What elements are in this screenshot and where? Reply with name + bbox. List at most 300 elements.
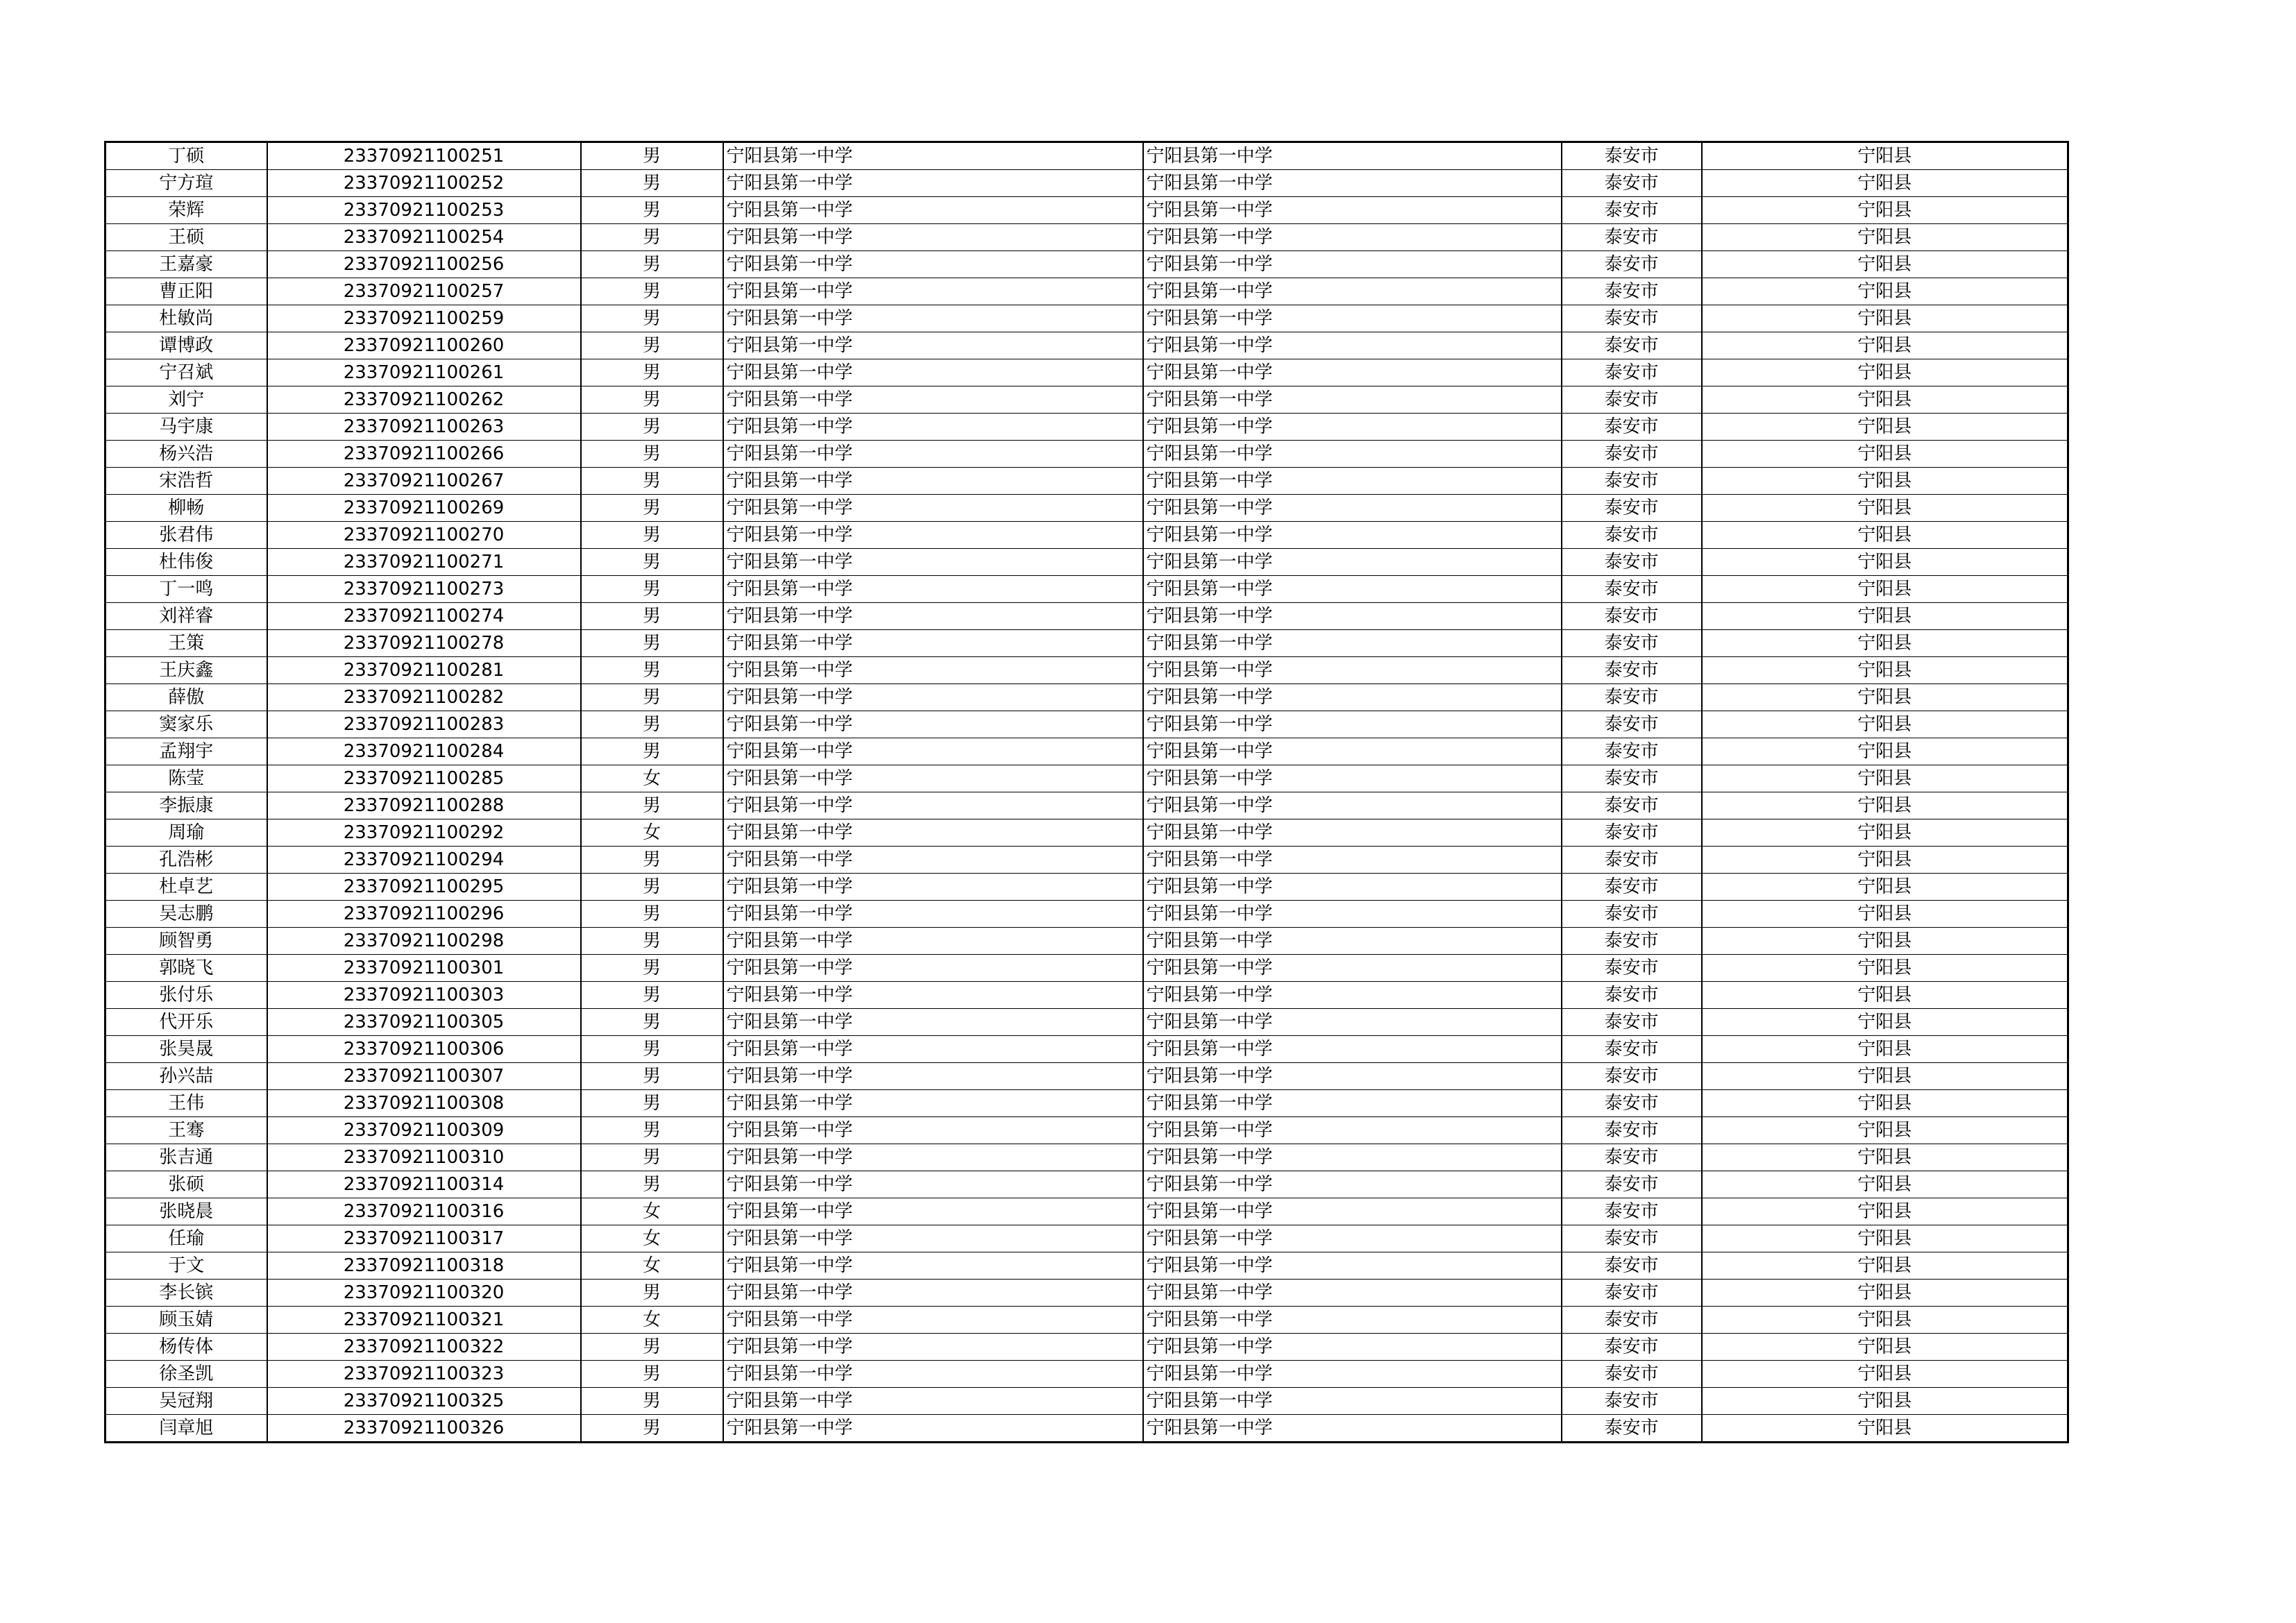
gender-cell: 男 [581,982,723,1009]
exam-id-cell: 23370921100266 [267,441,581,468]
county-cell: 宁阳县 [1702,1036,2068,1063]
table-row [105,792,2068,819]
student-name-cell: 周瑜 [105,819,267,847]
table-row [105,576,2068,603]
table-row [105,847,2068,874]
county-cell: 宁阳县 [1702,197,2068,224]
table-row [105,495,2068,522]
exam-id-cell: 23370921100284 [267,738,581,765]
exam-id-cell: 23370921100256 [267,251,581,278]
county-cell: 宁阳县 [1702,576,2068,603]
school-secondary-cell: 宁阳县第一中学 [1143,874,1562,901]
city-cell: 泰安市 [1562,738,1702,765]
school-secondary-cell: 宁阳县第一中学 [1143,1117,1562,1144]
school-secondary-cell: 宁阳县第一中学 [1143,576,1562,603]
school-cell: 宁阳县第一中学 [723,441,1143,468]
school-secondary-cell: 宁阳县第一中学 [1143,792,1562,819]
school-secondary-cell: 宁阳县第一中学 [1143,495,1562,522]
school-cell: 宁阳县第一中学 [723,982,1143,1009]
table-row [105,1388,2068,1415]
table-row [105,1009,2068,1036]
gender-cell: 男 [581,1280,723,1307]
school-cell: 宁阳县第一中学 [723,684,1143,711]
county-cell: 宁阳县 [1702,955,2068,982]
county-cell: 宁阳县 [1702,874,2068,901]
school-secondary-cell: 宁阳县第一中学 [1143,386,1562,414]
county-cell: 宁阳县 [1702,386,2068,414]
exam-id-cell: 23370921100278 [267,630,581,657]
gender-cell: 男 [581,468,723,495]
gender-cell: 男 [581,549,723,576]
student-name-cell: 任瑜 [105,1225,267,1252]
county-cell: 宁阳县 [1702,251,2068,278]
county-cell: 宁阳县 [1702,792,2068,819]
school-secondary-cell: 宁阳县第一中学 [1143,955,1562,982]
exam-id-cell: 23370921100317 [267,1225,581,1252]
student-name-cell: 张昊晟 [105,1036,267,1063]
school-secondary-cell: 宁阳县第一中学 [1143,549,1562,576]
school-secondary-cell: 宁阳县第一中学 [1143,847,1562,874]
school-cell: 宁阳县第一中学 [723,738,1143,765]
school-secondary-cell: 宁阳县第一中学 [1143,630,1562,657]
gender-cell: 男 [581,278,723,305]
table-row [105,1307,2068,1334]
table-row [105,1198,2068,1225]
city-cell: 泰安市 [1562,1388,1702,1415]
county-cell: 宁阳县 [1702,738,2068,765]
gender-cell: 男 [581,1388,723,1415]
school-secondary-cell: 宁阳县第一中学 [1143,1036,1562,1063]
student-name-cell: 张硕 [105,1171,267,1198]
exam-id-cell: 23370921100253 [267,197,581,224]
city-cell: 泰安市 [1562,657,1702,684]
gender-cell: 男 [581,1009,723,1036]
exam-id-cell: 23370921100323 [267,1361,581,1388]
school-cell: 宁阳县第一中学 [723,197,1143,224]
exam-id-cell: 23370921100318 [267,1252,581,1280]
student-name-cell: 宁召斌 [105,359,267,386]
student-name-cell: 顾玉婧 [105,1307,267,1334]
student-name-cell: 曹正阳 [105,278,267,305]
roster-body [105,142,2068,1443]
city-cell: 泰安市 [1562,1036,1702,1063]
exam-id-cell: 23370921100281 [267,657,581,684]
gender-cell: 女 [581,1225,723,1252]
school-secondary-cell: 宁阳县第一中学 [1143,359,1562,386]
school-cell: 宁阳县第一中学 [723,1171,1143,1198]
gender-cell: 男 [581,251,723,278]
city-cell: 泰安市 [1562,603,1702,630]
gender-cell: 男 [581,1415,723,1443]
school-secondary-cell: 宁阳县第一中学 [1143,1144,1562,1171]
student-name-cell: 王嘉豪 [105,251,267,278]
table-row [105,1144,2068,1171]
student-name-cell: 代开乐 [105,1009,267,1036]
county-cell: 宁阳县 [1702,278,2068,305]
student-name-cell: 窦家乐 [105,711,267,738]
student-name-cell: 杜卓艺 [105,874,267,901]
county-cell: 宁阳县 [1702,901,2068,928]
gender-cell: 女 [581,819,723,847]
gender-cell: 男 [581,170,723,197]
school-secondary-cell: 宁阳县第一中学 [1143,1198,1562,1225]
school-cell: 宁阳县第一中学 [723,142,1143,170]
school-secondary-cell: 宁阳县第一中学 [1143,765,1562,792]
school-cell: 宁阳县第一中学 [723,1090,1143,1117]
student-name-cell: 薛傲 [105,684,267,711]
table-row [105,414,2068,441]
county-cell: 宁阳县 [1702,1171,2068,1198]
student-name-cell: 于文 [105,1252,267,1280]
city-cell: 泰安市 [1562,305,1702,332]
school-secondary-cell: 宁阳县第一中学 [1143,1307,1562,1334]
county-cell: 宁阳县 [1702,1009,2068,1036]
school-secondary-cell: 宁阳县第一中学 [1143,251,1562,278]
gender-cell: 男 [581,305,723,332]
exam-id-cell: 23370921100309 [267,1117,581,1144]
table-row [105,1171,2068,1198]
student-name-cell: 丁一鸣 [105,576,267,603]
county-cell: 宁阳县 [1702,495,2068,522]
school-cell: 宁阳县第一中学 [723,901,1143,928]
gender-cell: 男 [581,1171,723,1198]
gender-cell: 男 [581,1144,723,1171]
gender-cell: 男 [581,955,723,982]
exam-id-cell: 23370921100254 [267,224,581,251]
school-cell: 宁阳县第一中学 [723,1144,1143,1171]
school-cell: 宁阳县第一中学 [723,1036,1143,1063]
school-cell: 宁阳县第一中学 [723,630,1143,657]
city-cell: 泰安市 [1562,495,1702,522]
gender-cell: 男 [581,792,723,819]
school-secondary-cell: 宁阳县第一中学 [1143,1415,1562,1443]
city-cell: 泰安市 [1562,414,1702,441]
county-cell: 宁阳县 [1702,630,2068,657]
school-cell: 宁阳县第一中学 [723,1225,1143,1252]
table-row [105,224,2068,251]
county-cell: 宁阳县 [1702,765,2068,792]
school-cell: 宁阳县第一中学 [723,874,1143,901]
school-secondary-cell: 宁阳县第一中学 [1143,738,1562,765]
exam-id-cell: 23370921100305 [267,1009,581,1036]
school-cell: 宁阳县第一中学 [723,332,1143,359]
exam-id-cell: 23370921100321 [267,1307,581,1334]
school-cell: 宁阳县第一中学 [723,1415,1143,1443]
school-secondary-cell: 宁阳县第一中学 [1143,441,1562,468]
gender-cell: 男 [581,1117,723,1144]
county-cell: 宁阳县 [1702,847,2068,874]
student-name-cell: 孔浩彬 [105,847,267,874]
table-row [105,1225,2068,1252]
city-cell: 泰安市 [1562,928,1702,955]
county-cell: 宁阳县 [1702,1225,2068,1252]
school-cell: 宁阳县第一中学 [723,1388,1143,1415]
table-row [105,874,2068,901]
table-row [105,305,2068,332]
student-name-cell: 吴冠翔 [105,1388,267,1415]
city-cell: 泰安市 [1562,1090,1702,1117]
gender-cell: 男 [581,901,723,928]
gender-cell: 男 [581,359,723,386]
county-cell: 宁阳县 [1702,657,2068,684]
city-cell: 泰安市 [1562,1307,1702,1334]
city-cell: 泰安市 [1562,142,1702,170]
exam-id-cell: 23370921100320 [267,1280,581,1307]
county-cell: 宁阳县 [1702,982,2068,1009]
gender-cell: 男 [581,603,723,630]
school-cell: 宁阳县第一中学 [723,278,1143,305]
city-cell: 泰安市 [1562,251,1702,278]
school-secondary-cell: 宁阳县第一中学 [1143,332,1562,359]
school-cell: 宁阳县第一中学 [723,1252,1143,1280]
school-cell: 宁阳县第一中学 [723,819,1143,847]
school-cell: 宁阳县第一中学 [723,576,1143,603]
table-row [105,1415,2068,1443]
county-cell: 宁阳县 [1702,170,2068,197]
city-cell: 泰安市 [1562,1280,1702,1307]
gender-cell: 男 [581,1334,723,1361]
exam-id-cell: 23370921100260 [267,332,581,359]
school-secondary-cell: 宁阳县第一中学 [1143,278,1562,305]
student-name-cell: 徐圣凯 [105,1361,267,1388]
school-secondary-cell: 宁阳县第一中学 [1143,928,1562,955]
county-cell: 宁阳县 [1702,819,2068,847]
city-cell: 泰安市 [1562,1361,1702,1388]
student-name-cell: 王骞 [105,1117,267,1144]
city-cell: 泰安市 [1562,468,1702,495]
city-cell: 泰安市 [1562,224,1702,251]
table-row [105,928,2068,955]
exam-id-cell: 23370921100314 [267,1171,581,1198]
school-secondary-cell: 宁阳县第一中学 [1143,142,1562,170]
school-secondary-cell: 宁阳县第一中学 [1143,1225,1562,1252]
school-cell: 宁阳县第一中学 [723,1361,1143,1388]
student-name-cell: 王策 [105,630,267,657]
school-cell: 宁阳县第一中学 [723,657,1143,684]
gender-cell: 女 [581,765,723,792]
city-cell: 泰安市 [1562,901,1702,928]
city-cell: 泰安市 [1562,386,1702,414]
school-secondary-cell: 宁阳县第一中学 [1143,1063,1562,1090]
school-secondary-cell: 宁阳县第一中学 [1143,1090,1562,1117]
city-cell: 泰安市 [1562,765,1702,792]
school-secondary-cell: 宁阳县第一中学 [1143,603,1562,630]
county-cell: 宁阳县 [1702,1388,2068,1415]
exam-id-cell: 23370921100252 [267,170,581,197]
gender-cell: 男 [581,1361,723,1388]
county-cell: 宁阳县 [1702,1280,2068,1307]
school-cell: 宁阳县第一中学 [723,468,1143,495]
student-name-cell: 杜伟俊 [105,549,267,576]
county-cell: 宁阳县 [1702,711,2068,738]
exam-id-cell: 23370921100296 [267,901,581,928]
table-row [105,1090,2068,1117]
county-cell: 宁阳县 [1702,1415,2068,1443]
exam-id-cell: 23370921100288 [267,792,581,819]
table-row [105,441,2068,468]
gender-cell: 男 [581,386,723,414]
table-row [105,1036,2068,1063]
school-secondary-cell: 宁阳县第一中学 [1143,1388,1562,1415]
school-cell: 宁阳县第一中学 [723,549,1143,576]
city-cell: 泰安市 [1562,982,1702,1009]
county-cell: 宁阳县 [1702,414,2068,441]
gender-cell: 男 [581,332,723,359]
county-cell: 宁阳县 [1702,441,2068,468]
city-cell: 泰安市 [1562,1171,1702,1198]
table-row [105,170,2068,197]
city-cell: 泰安市 [1562,332,1702,359]
county-cell: 宁阳县 [1702,549,2068,576]
city-cell: 泰安市 [1562,441,1702,468]
student-name-cell: 顾智勇 [105,928,267,955]
school-secondary-cell: 宁阳县第一中学 [1143,170,1562,197]
student-name-cell: 谭博政 [105,332,267,359]
exam-id-cell: 23370921100283 [267,711,581,738]
school-cell: 宁阳县第一中学 [723,522,1143,549]
city-cell: 泰安市 [1562,359,1702,386]
gender-cell: 女 [581,1198,723,1225]
exam-id-cell: 23370921100269 [267,495,581,522]
gender-cell: 男 [581,197,723,224]
exam-id-cell: 23370921100294 [267,847,581,874]
gender-cell: 男 [581,874,723,901]
school-cell: 宁阳县第一中学 [723,1334,1143,1361]
city-cell: 泰安市 [1562,1063,1702,1090]
city-cell: 泰安市 [1562,1144,1702,1171]
school-secondary-cell: 宁阳县第一中学 [1143,1280,1562,1307]
student-name-cell: 宁方瑄 [105,170,267,197]
city-cell: 泰安市 [1562,1198,1702,1225]
exam-id-cell: 23370921100282 [267,684,581,711]
gender-cell: 男 [581,1063,723,1090]
exam-id-cell: 23370921100262 [267,386,581,414]
table-row [105,711,2068,738]
table-row [105,359,2068,386]
student-name-cell: 闫章旭 [105,1415,267,1443]
gender-cell: 男 [581,576,723,603]
student-name-cell: 宋浩哲 [105,468,267,495]
student-name-cell: 张君伟 [105,522,267,549]
exam-id-cell: 23370921100271 [267,549,581,576]
exam-id-cell: 23370921100322 [267,1334,581,1361]
school-secondary-cell: 宁阳县第一中学 [1143,1252,1562,1280]
county-cell: 宁阳县 [1702,332,2068,359]
city-cell: 泰安市 [1562,1415,1702,1443]
table-row [105,522,2068,549]
table-row [105,630,2068,657]
roster-table [104,141,2069,1443]
table-row [105,197,2068,224]
student-name-cell: 李长镔 [105,1280,267,1307]
city-cell: 泰安市 [1562,1009,1702,1036]
student-name-cell: 李振康 [105,792,267,819]
county-cell: 宁阳县 [1702,1334,2068,1361]
exam-id-cell: 23370921100303 [267,982,581,1009]
student-name-cell: 丁硕 [105,142,267,170]
table-row [105,819,2068,847]
exam-id-cell: 23370921100301 [267,955,581,982]
city-cell: 泰安市 [1562,170,1702,197]
table-row [105,142,2068,170]
city-cell: 泰安市 [1562,278,1702,305]
exam-id-cell: 23370921100308 [267,1090,581,1117]
city-cell: 泰安市 [1562,711,1702,738]
gender-cell: 男 [581,1090,723,1117]
county-cell: 宁阳县 [1702,359,2068,386]
city-cell: 泰安市 [1562,1252,1702,1280]
exam-id-cell: 23370921100310 [267,1144,581,1171]
student-name-cell: 王硕 [105,224,267,251]
table-row [105,386,2068,414]
gender-cell: 男 [581,847,723,874]
student-name-cell: 柳畅 [105,495,267,522]
county-cell: 宁阳县 [1702,603,2068,630]
city-cell: 泰安市 [1562,522,1702,549]
county-cell: 宁阳县 [1702,1307,2068,1334]
exam-id-cell: 23370921100273 [267,576,581,603]
table-row [105,549,2068,576]
student-name-cell: 马宇康 [105,414,267,441]
city-cell: 泰安市 [1562,792,1702,819]
school-cell: 宁阳县第一中学 [723,224,1143,251]
exam-id-cell: 23370921100285 [267,765,581,792]
student-name-cell: 刘祥睿 [105,603,267,630]
county-cell: 宁阳县 [1702,1144,2068,1171]
exam-id-cell: 23370921100306 [267,1036,581,1063]
table-row [105,603,2068,630]
exam-id-cell: 23370921100259 [267,305,581,332]
gender-cell: 男 [581,441,723,468]
school-secondary-cell: 宁阳县第一中学 [1143,684,1562,711]
school-secondary-cell: 宁阳县第一中学 [1143,1009,1562,1036]
city-cell: 泰安市 [1562,576,1702,603]
city-cell: 泰安市 [1562,847,1702,874]
exam-id-cell: 23370921100270 [267,522,581,549]
table-row [105,1280,2068,1307]
city-cell: 泰安市 [1562,549,1702,576]
gender-cell: 男 [581,928,723,955]
school-cell: 宁阳县第一中学 [723,359,1143,386]
student-name-cell: 郭晓飞 [105,955,267,982]
student-name-cell: 张晓晨 [105,1198,267,1225]
county-cell: 宁阳县 [1702,1361,2068,1388]
table-row [105,955,2068,982]
exam-id-cell: 23370921100326 [267,1415,581,1443]
school-secondary-cell: 宁阳县第一中学 [1143,982,1562,1009]
school-secondary-cell: 宁阳县第一中学 [1143,1361,1562,1388]
student-name-cell: 张付乐 [105,982,267,1009]
table-row [105,251,2068,278]
school-cell: 宁阳县第一中学 [723,495,1143,522]
city-cell: 泰安市 [1562,630,1702,657]
county-cell: 宁阳县 [1702,1198,2068,1225]
student-name-cell: 杨传体 [105,1334,267,1361]
exam-id-cell: 23370921100292 [267,819,581,847]
school-cell: 宁阳县第一中学 [723,170,1143,197]
gender-cell: 男 [581,522,723,549]
school-secondary-cell: 宁阳县第一中学 [1143,711,1562,738]
exam-id-cell: 23370921100274 [267,603,581,630]
school-cell: 宁阳县第一中学 [723,414,1143,441]
student-name-cell: 张吉通 [105,1144,267,1171]
gender-cell: 男 [581,738,723,765]
exam-id-cell: 23370921100298 [267,928,581,955]
gender-cell: 男 [581,711,723,738]
school-secondary-cell: 宁阳县第一中学 [1143,657,1562,684]
county-cell: 宁阳县 [1702,1090,2068,1117]
student-name-cell: 陈莹 [105,765,267,792]
